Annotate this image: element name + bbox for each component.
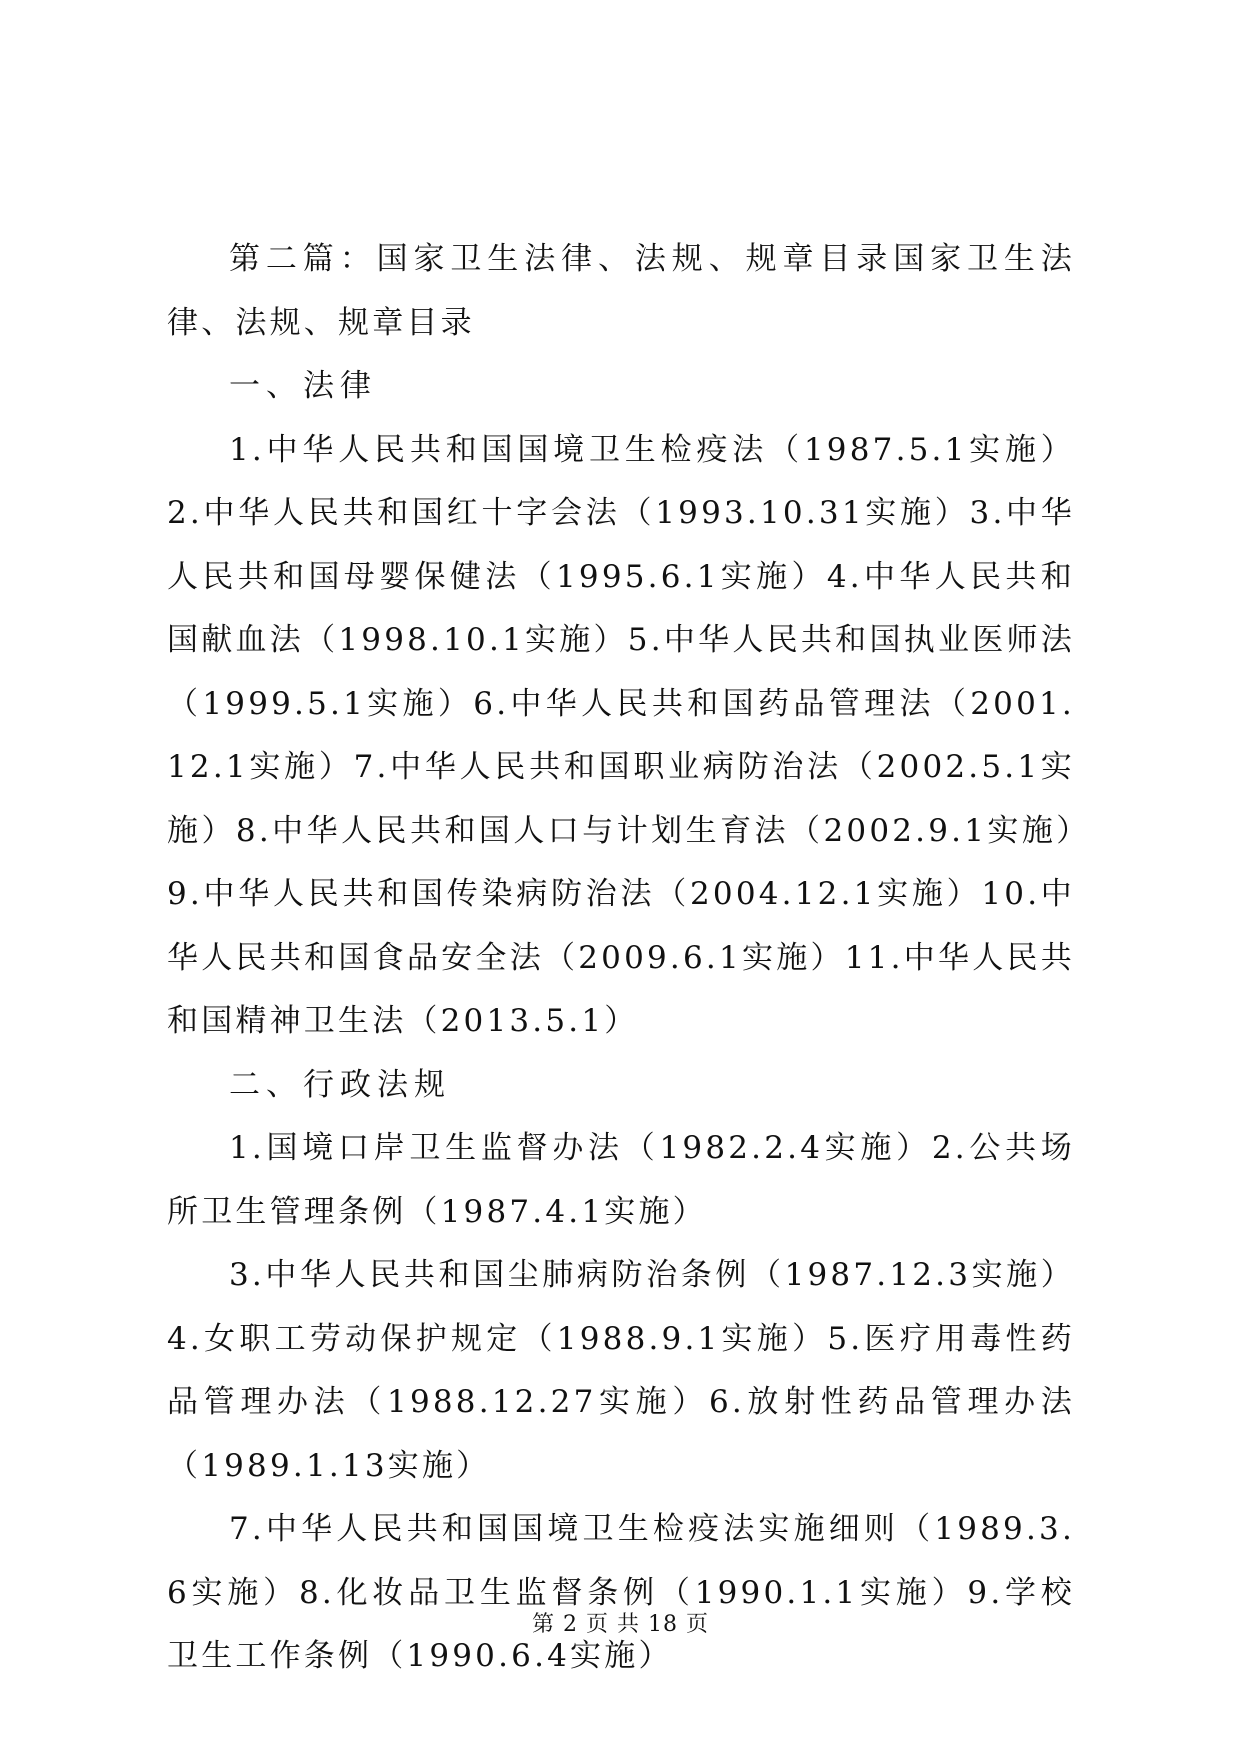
- section-heading-laws: 一、法律: [229, 368, 377, 404]
- regulations-paragraph-3: 7.中华人民共和国国境卫生检疫法实施细则（1989.3.6实施）8.化妆品卫生监督条例（1990.1.1实施）9.学校卫生工作条例（1990.6.4实施）: [167, 1511, 1075, 1674]
- laws-list-paragraph: 1.中华人民共和国国境卫生检疫法（1987.5.1实施）2.中华人民共和国红十字会法（1993.10.31实施）3.中华人民共和国母婴保健法（1995.6.1实施）4.中华人民共和国献血法（1998.10.1实施）5.中华人民共和国执业医师法（1999.5.1实施）6.中华人民共和国药品管理法（2001.12.1实施）7.中华人民共和国职业病防治法（2002.5.1实施）8.中华人民共和国人口与计划生育法（2002.9.1实施）9.中华人民共和国传染病防治法（2004.12.1实施）10.中华人民共和国食品安全法（2009.6.1实施）11.中华人民共和国精神卫生法（2013.5.1）: [167, 431, 1075, 1039]
- document-body: [167, 228, 1075, 1689]
- section-heading-administrative-regulations: 二、行政法规: [229, 1066, 451, 1103]
- regulations-paragraph-2: 3.中华人民共和国尘肺病防治条例（1987.12.3实施）4.女职工劳动保护规定（1988.9.1实施）5.医疗用毒性药品管理办法（1988.12.27实施）6.放射性药品管理办法（1989.1.13实施）: [167, 1257, 1075, 1484]
- page-footer: [0, 1607, 1241, 1638]
- title-paragraph: 第二篇：国家卫生法律、法规、规章目录国家卫生法律、法规、规章目录: [167, 241, 1075, 341]
- regulations-paragraph-1: 1.国境口岸卫生监督办法（1982.2.4实施）2.公共场所卫生管理条例（1987.4.1实施）: [167, 1130, 1075, 1230]
- page-number-label: 第 2 页 共 18 页: [532, 1612, 709, 1637]
